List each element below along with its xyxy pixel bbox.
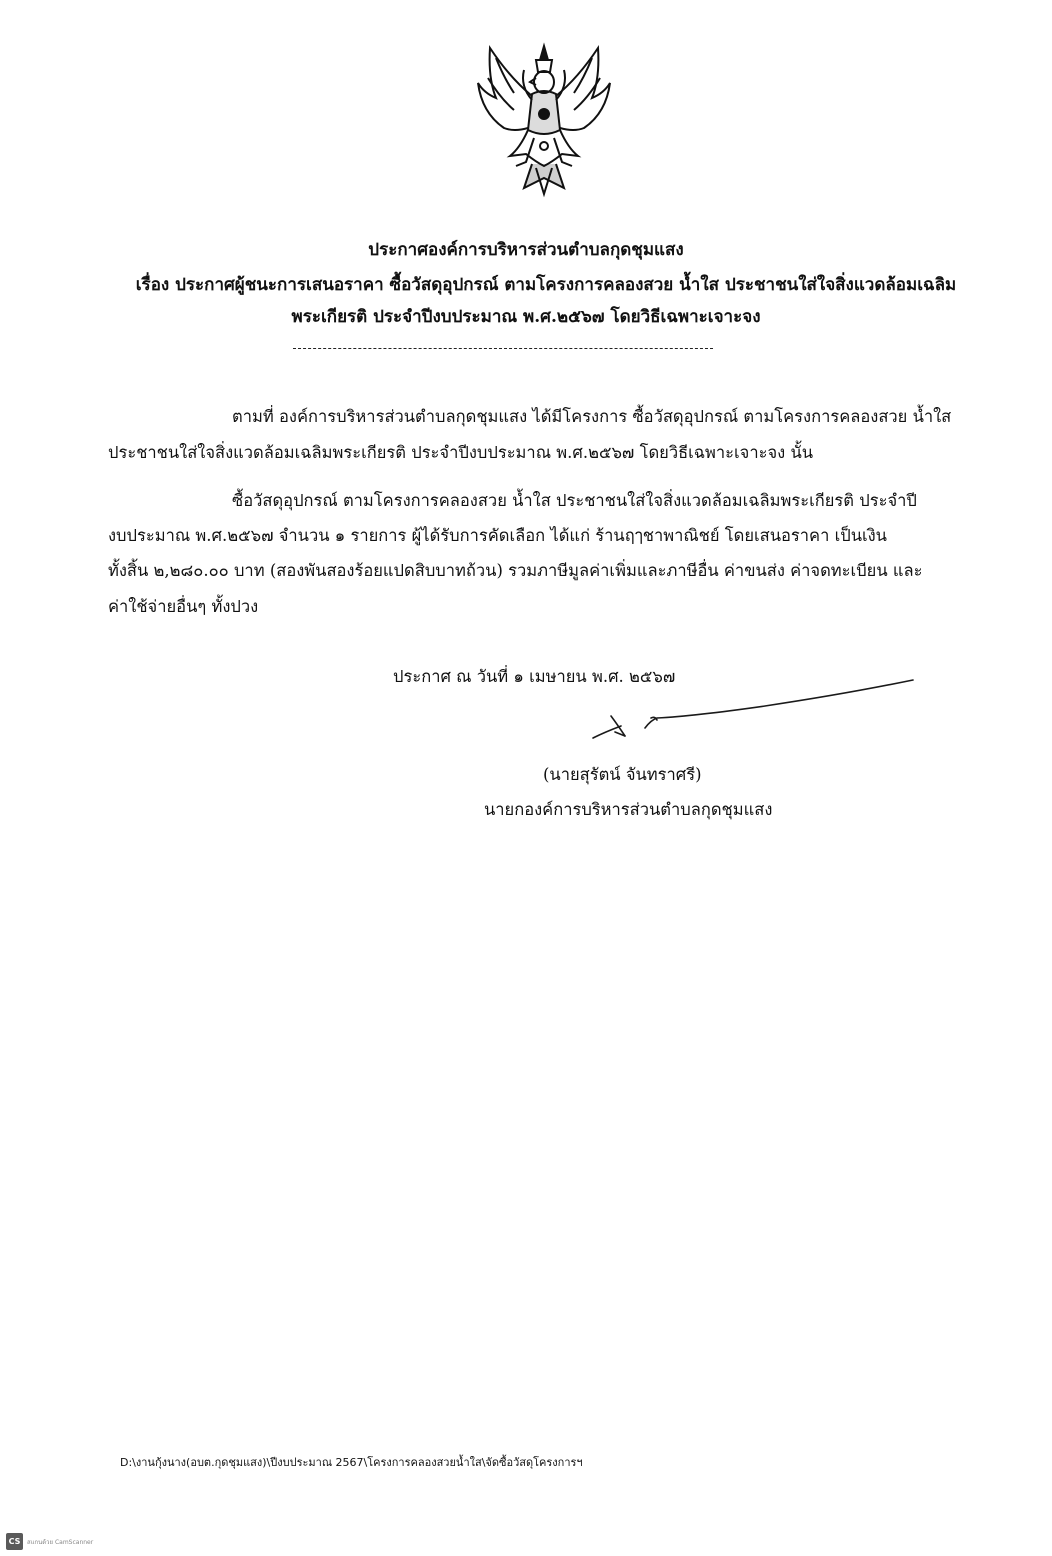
announcement-title: ประกาศองค์การบริหารส่วนตำบลกุดชุมแสง (368, 240, 684, 260)
announcement-subject: เรื่อง ประกาศผู้ชนะการเสนอราคา ซื้อวัสดุอุปกรณ์ ตามโครงการคลองสวย น้ำใส ประชาชนใส่ใจสิ่งแวดล้อมเฉลิม (135, 275, 957, 295)
scanner-watermark (6, 1533, 93, 1550)
camscanner-logo-icon: CS (6, 1533, 23, 1550)
paragraph-2-line-4: ค่าใช้จ่ายอื่นๆ ทั้งปวง (108, 597, 259, 616)
file-path-footer: D:\งานกุ้งนาง(อบต.กุดชุมแสง)\ปีงบประมาณ 2567\โครงการคลองสวยน้ำใส\จัดซื้อวัสดุโครงการฯ (120, 1456, 583, 1469)
paragraph-2-line-1: ซื้อวัสดุอุปกรณ์ ตามโครงการคลองสวย น้ำใส ประชาชนใส่ใจสิ่งแวดล้อมเฉลิมพระเกียรติ ประจำปี (232, 491, 917, 510)
announcement-date: ประกาศ ณ วันที่ ๑ เมษายน พ.ศ. ๒๕๖๗ (393, 667, 676, 686)
signer-name: (นายสุรัตน์ จันทราศรี) (543, 765, 702, 784)
garuda-emblem-icon (470, 38, 618, 198)
handwritten-signature (585, 676, 925, 746)
paragraph-1-line-2: ประชาชนใส่ใจสิ่งแวดล้อมเฉลิมพระเกียรติ ประจำปีงบประมาณ พ.ศ.๒๕๖๗ โดยวิธีเฉพาะเจาะจง นั้น (108, 443, 814, 462)
signer-position: นายกองค์การบริหารส่วนตำบลกุดชุมแสง (484, 800, 773, 819)
paragraph-2-line-2: งบประมาณ พ.ศ.๒๕๖๗ จำนวน ๑ รายการ ผู้ได้รับการคัดเลือก ได้แก่ ร้านฤๅชาพาณิชย์ โดยเสนอราคา เป็นเงิน (108, 526, 887, 545)
scanner-watermark-text: สแกนด้วย CamScanner (27, 1538, 94, 1546)
announcement-subject-cont: พระเกียรติ ประจำปีงบประมาณ พ.ศ.๒๕๖๗ โดยวิธีเฉพาะเจาะจง (291, 307, 761, 327)
paragraph-2-line-3: ทั้งสิ้น ๒,๒๘๐.๐๐ บาท (สองพันสองร้อยแปดสิบบาทถ้วน) รวมภาษีมูลค่าเพิ่มและภาษีอื่น ค่าขนส่ง ค่าจดทะเบียน และ (108, 561, 923, 580)
title-divider (293, 348, 713, 349)
paragraph-1-line-1: ตามที่ องค์การบริหารส่วนตำบลกุดชุมแสง ได้มีโครงการ ซื้อวัสดุอุปกรณ์ ตามโครงการคลองสวย น้ำใส (232, 407, 952, 426)
